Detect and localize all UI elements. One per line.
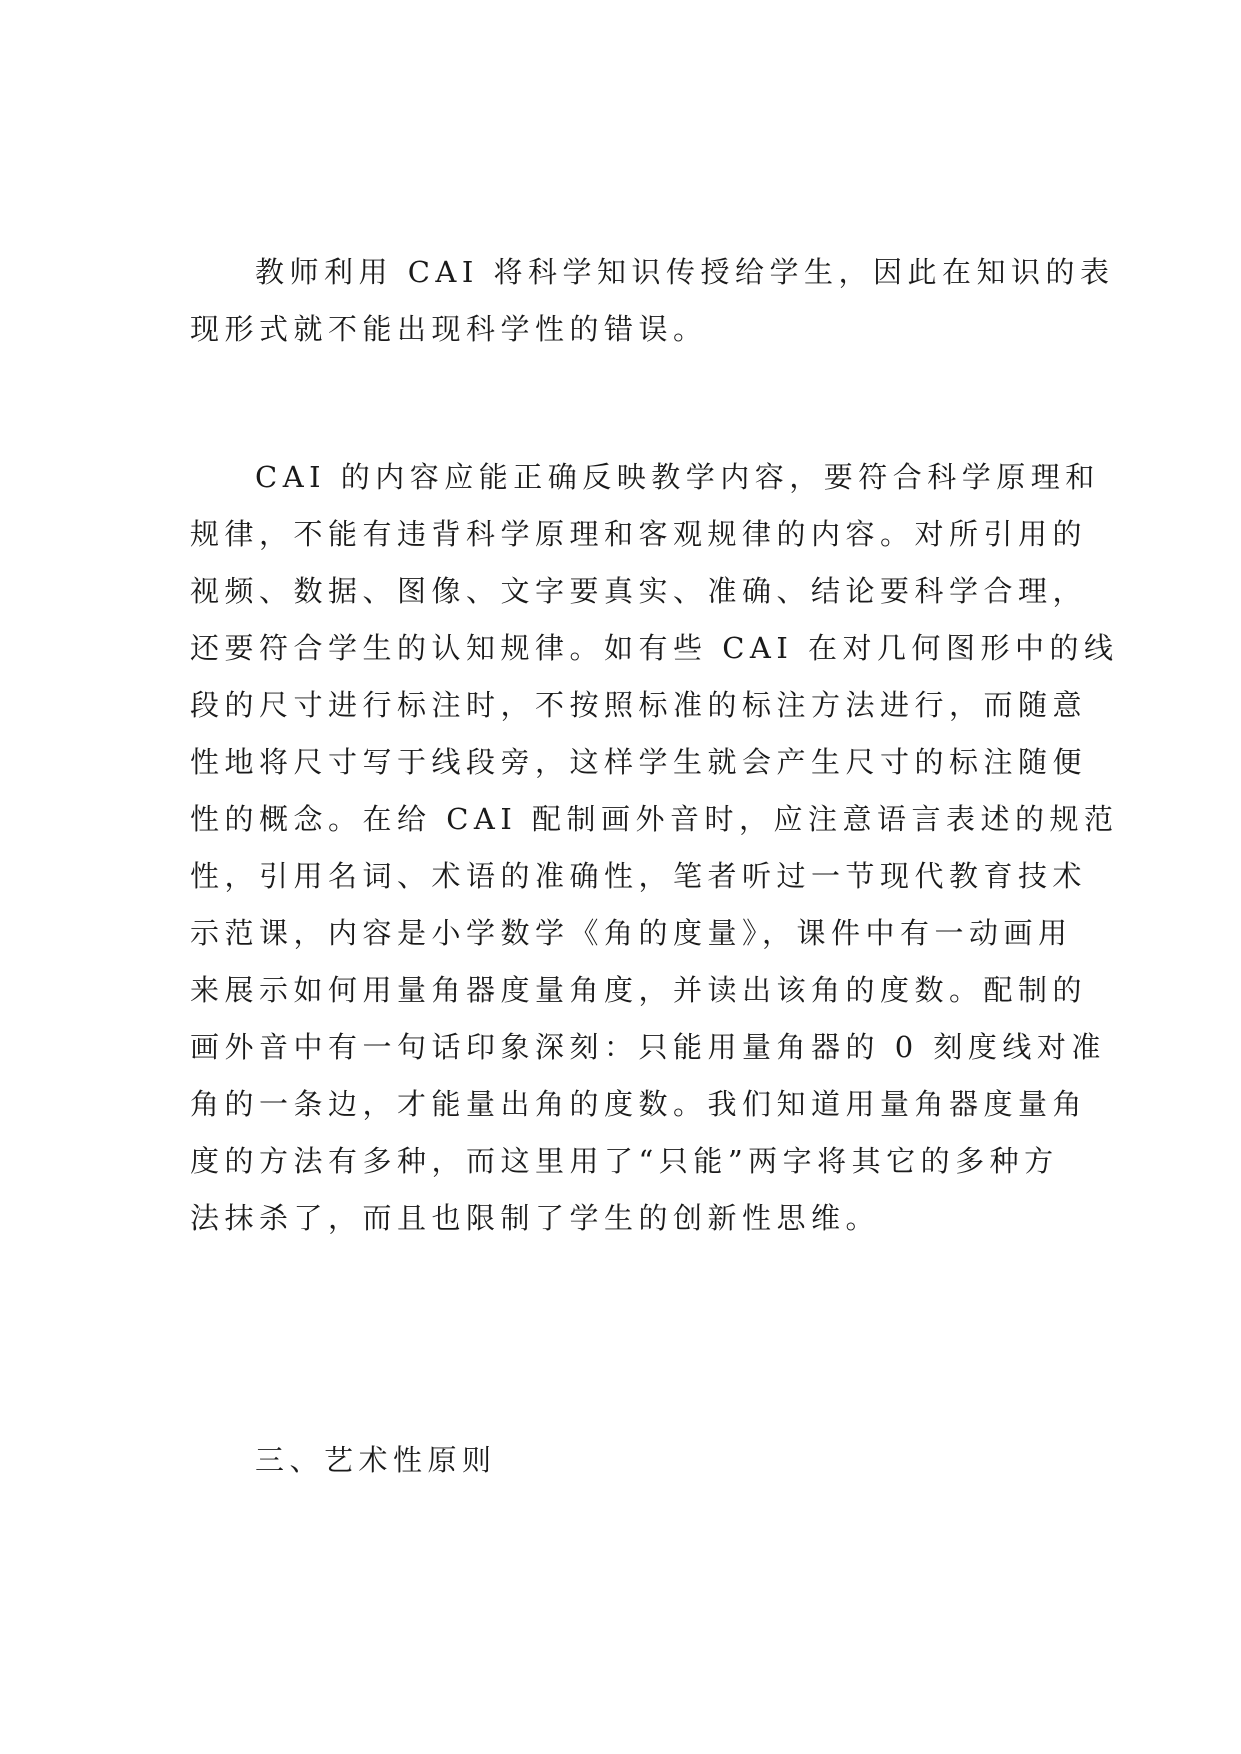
paragraph-line: 还要符合学生的认知规律。如有些 CAI 在对几何图形中的线 [190,631,1119,665]
paragraph-line: 画外音中有一句话印象深刻：只能用量角器的 0 刻度线对准 [190,1030,1106,1064]
paragraph-line: CAI 的内容应能正确反映教学内容，要符合科学原理和 [255,460,1100,494]
paragraph-line: 性，引用名词、术语的准确性，笔者听过一节现代教育技术 [190,859,1088,893]
paragraph-line: 教师利用 CAI 将科学知识传授给学生，因此在知识的表 [255,255,1115,289]
paragraph-line: 度的方法有多种，而这里用了“只能”两字将其它的多种方 [190,1144,1059,1178]
paragraph-line: 段的尺寸进行标注时，不按照标准的标注方法进行，而随意 [190,688,1088,722]
paragraph-line: 角的一条边，才能量出角的度数。我们知道用量角器度量角 [190,1087,1088,1121]
paragraph-line: 法抹杀了，而且也限制了学生的创新性思维。 [190,1201,881,1235]
section-heading: 三、艺术性原则 [255,1443,497,1477]
paragraph-line: 性的概念。在给 CAI 配制画外音时，应注意语言表述的规范 [190,802,1119,836]
paragraph-line: 示范课，内容是小学数学《角的度量》，课件中有一动画用 [190,916,1073,950]
paragraph-line: 视频、数据、图像、文字要真实、准确、结论要科学合理， [190,574,1088,608]
paragraph-line: 规律，不能有违背科学原理和客观规律的内容。对所引用的 [190,517,1088,551]
paragraph-line: 性地将尺寸写于线段旁，这样学生就会产生尺寸的标注随便 [190,745,1088,779]
paragraph-line: 现形式就不能出现科学性的错误。 [190,312,708,346]
paragraph-line: 来展示如何用量角器度量角度，并读出该角的度数。配制的 [190,973,1088,1007]
